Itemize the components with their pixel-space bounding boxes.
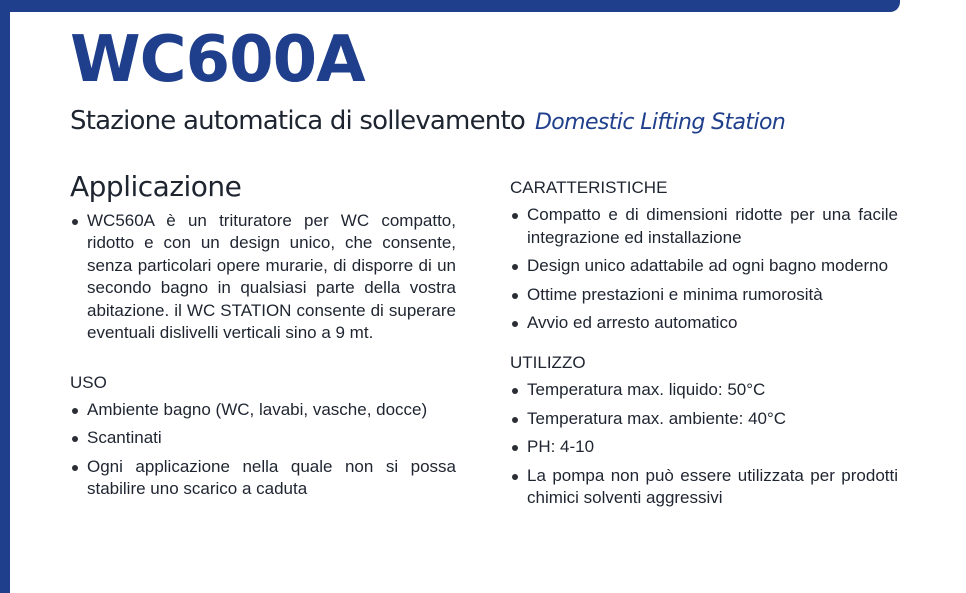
list-item: Design unico adattabile ad ogni bagno moderno [510, 255, 898, 278]
list-item: La pompa non può essere utilizzata per prodotti chimici solventi aggressivi [510, 465, 898, 510]
caratteristiche-heading: CARATTERISTICHE [510, 178, 668, 197]
subtitle-english: Domestic Lifting Station [534, 110, 786, 135]
list-item: WC560A è un trituratore per WC compatto, ridotto e con un design unico, che consente, senza particolari opere murarie, di disporre di un secondo bagno in qualsiasi parte della vostra abitazione. il WC STATION consente di superare eventuali dislivelli verticali sino a 9 mt. [70, 210, 456, 345]
list-item: PH: 4-10 [510, 436, 898, 459]
uso-heading: USO [70, 372, 107, 392]
product-model-title: WC600A [70, 23, 365, 97]
list-item: Ogni applicazione nella quale non si possa stabilire uno scarico a caduta [70, 456, 456, 501]
list-item: Avvio ed arresto automatico [510, 312, 898, 335]
left-column [70, 170, 456, 507]
list-item: Temperatura max. ambiente: 40°C [510, 408, 898, 431]
utilizzo-heading: UTILIZZO [510, 352, 586, 372]
utilizzo-list [510, 379, 898, 510]
applicazione-heading: Applicazione [70, 170, 242, 203]
right-column [510, 178, 898, 516]
list-item: Ottime prestazioni e minima rumorosità [510, 284, 898, 307]
product-subtitle [70, 108, 785, 134]
list-item: Temperatura max. liquido: 50°C [510, 379, 898, 402]
top-decorative-band [0, 0, 900, 12]
list-item: Compatto e di dimensioni ridotte per una facile integrazione ed installazione [510, 204, 898, 249]
list-item: Ambiente bagno (WC, lavabi, vasche, docce) [70, 399, 456, 422]
applicazione-list [70, 210, 456, 345]
subtitle-italian: Stazione automatica di sollevamento [70, 106, 525, 136]
uso-list [70, 399, 456, 501]
caratteristiche-list [510, 204, 898, 335]
left-decorative-band [0, 0, 10, 593]
list-item: Scantinati [70, 427, 456, 450]
